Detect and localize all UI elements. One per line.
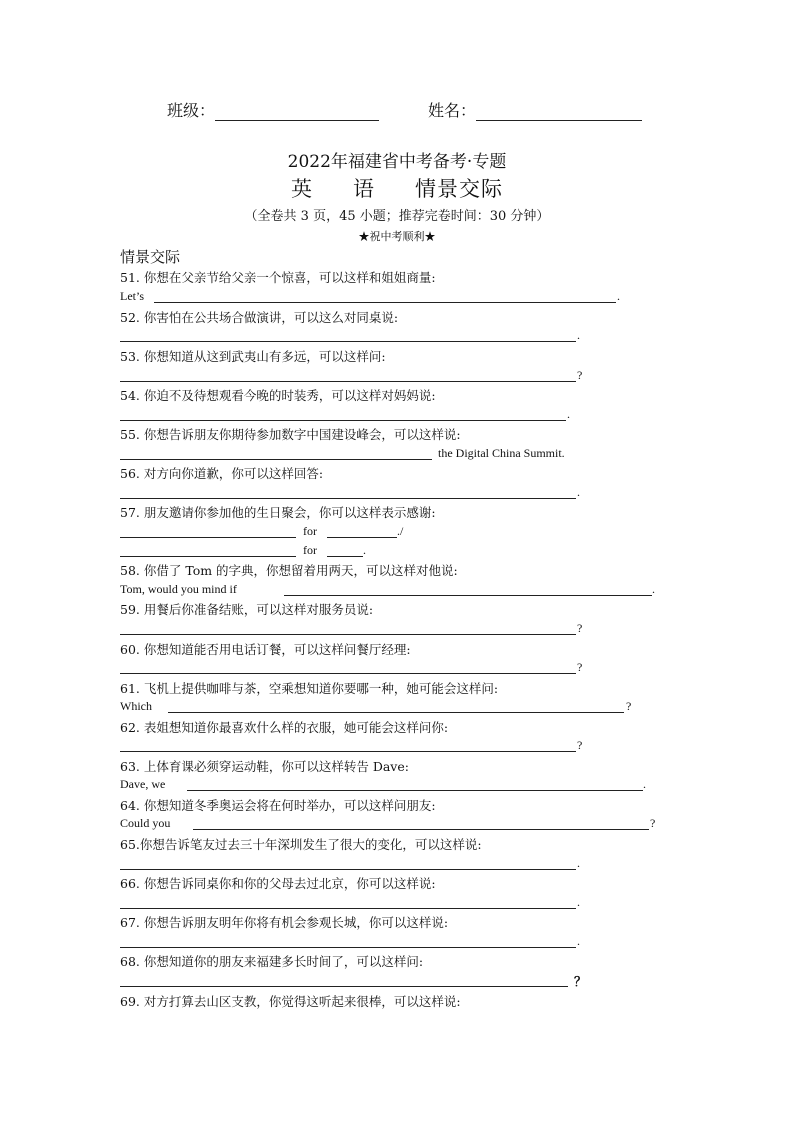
subject-char-1: 英	[291, 177, 313, 201]
answer-51-blank[interactable]	[154, 302, 616, 303]
question-54: 54. 你迫不及待想观看今晚的时装秀，可以这样对妈妈说:	[120, 388, 436, 403]
answer-56-blank[interactable]	[120, 498, 576, 499]
question-58: 58. 你借了 Tom 的字典，你想留着用两天，可以这样对他说:	[120, 563, 458, 578]
answer-61-prefix: Which	[120, 699, 152, 713]
answer-66-end: .	[577, 895, 580, 909]
answer-68-end: ？	[574, 974, 587, 989]
answer-52-blank[interactable]	[120, 341, 576, 342]
answer-63-end: .	[643, 777, 646, 791]
wish-text: ★祝中考顺利★	[358, 230, 436, 243]
answer-59-end: ?	[577, 621, 583, 635]
answer-54-end: .	[567, 407, 570, 421]
answer-58-end: .	[652, 582, 655, 596]
answer-53-blank[interactable]	[120, 381, 576, 382]
answer-57-end: .	[363, 543, 366, 557]
answer-64-end: ?	[650, 816, 656, 830]
class-blank[interactable]	[215, 102, 379, 121]
name-blank[interactable]	[476, 102, 642, 121]
answer-60-blank[interactable]	[120, 673, 576, 674]
answer-57-for-1: for	[303, 524, 317, 538]
answer-59-blank[interactable]	[120, 634, 576, 635]
question-64: 64. 你想知道冬季奥运会将在何时举办，可以这样问朋友:	[120, 798, 436, 813]
question-59: 59. 用餐后你准备结账，可以这样对服务员说:	[120, 602, 374, 617]
answer-51-prefix: Let’s	[120, 289, 144, 303]
question-68: 68. 你想知道你的朋友来福建多长时间了，可以这样问:	[120, 954, 424, 969]
answer-55-blank[interactable]	[120, 459, 432, 460]
answer-57-blank-4[interactable]	[327, 556, 363, 557]
answer-57-blank-3[interactable]	[120, 556, 296, 557]
answer-62-end: ?	[577, 738, 583, 752]
question-65: 65.你想告诉笔友过去三十年深圳发生了很大的变化，可以这样说:	[120, 837, 482, 852]
class-label: 班级：	[167, 101, 216, 120]
class-field	[167, 98, 379, 121]
section-title: 情景交际	[120, 248, 181, 266]
answer-57-slash: ./	[397, 524, 404, 538]
exam-title: 2022年福建省中考备考·专题	[287, 152, 507, 172]
question-66: 66. 你想告诉同桌你和你的父母去过北京，你可以这样说:	[120, 876, 436, 891]
answer-67-end: .	[577, 934, 580, 948]
name-label: 姓名：	[428, 101, 477, 120]
question-55: 55. 你想告诉朋友你期待参加数字中国建设峰会，可以这样说:	[120, 427, 461, 442]
answer-58-prefix: Tom, would you mind if	[120, 582, 237, 596]
answer-54-blank[interactable]	[120, 420, 566, 421]
answer-65-end: .	[577, 856, 580, 870]
exam-info: （全卷共 3 页，45 小题；推荐完卷时间：30 分钟）	[244, 209, 550, 224]
answer-67-blank[interactable]	[120, 947, 576, 948]
answer-63-blank[interactable]	[187, 790, 643, 791]
answer-56-end: .	[577, 485, 580, 499]
answer-57-blank-1[interactable]	[120, 537, 296, 538]
answer-55-suffix: the Digital China Summit.	[438, 446, 565, 460]
question-52: 52. 你害怕在公共场合做演讲，可以这么对同桌说:	[120, 310, 399, 325]
answer-66-blank[interactable]	[120, 908, 576, 909]
name-field	[428, 98, 642, 121]
question-61: 61. 飞机上提供咖啡与茶，空乘想知道你要哪一种，她可能会这样问:	[120, 681, 499, 696]
question-56: 56. 对方向你道歉，你可以这样回答:	[120, 466, 324, 481]
answer-63-prefix: Dave, we	[120, 777, 166, 791]
answer-65-blank[interactable]	[120, 869, 576, 870]
answer-62-blank[interactable]	[120, 751, 576, 752]
question-57: 57. 朋友邀请你参加他的生日聚会，你可以这样表示感谢:	[120, 505, 436, 520]
subject-topic: 情景交际	[415, 177, 503, 201]
answer-52-end: .	[577, 328, 580, 342]
question-51: 51. 你想在父亲节给父亲一个惊喜，可以这样和姐姐商量:	[120, 270, 436, 285]
answer-64-blank[interactable]	[193, 829, 649, 830]
answer-51-end: .	[617, 289, 620, 303]
answer-61-end: ?	[626, 699, 632, 713]
answer-60-end: ?	[577, 660, 583, 674]
subject-title	[0, 173, 794, 203]
question-67: 67. 你想告诉朋友明年你将有机会参观长城，你可以这样说:	[120, 915, 449, 930]
question-60: 60. 你想知道能否用电话订餐，可以这样问餐厅经理:	[120, 642, 411, 657]
answer-53-end: ?	[577, 368, 583, 382]
answer-68-blank[interactable]	[120, 986, 568, 987]
answer-57-for-2: for	[303, 543, 317, 557]
answer-57-blank-2[interactable]	[327, 537, 397, 538]
answer-58-blank[interactable]	[284, 595, 652, 596]
question-69: 69. 对方打算去山区支教，你觉得这听起来很棒，可以这样说:	[120, 994, 461, 1009]
subject-char-2: 语	[353, 177, 375, 201]
answer-61-blank[interactable]	[168, 712, 624, 713]
question-63: 63. 上体育课必须穿运动鞋，你可以这样转告 Dave:	[120, 759, 409, 774]
question-53: 53. 你想知道从这到武夷山有多远，可以这样问:	[120, 349, 386, 364]
answer-64-prefix: Could you	[120, 816, 171, 830]
question-62: 62. 表姐想知道你最喜欢什么样的衣服，她可能会这样问你:	[120, 720, 449, 735]
